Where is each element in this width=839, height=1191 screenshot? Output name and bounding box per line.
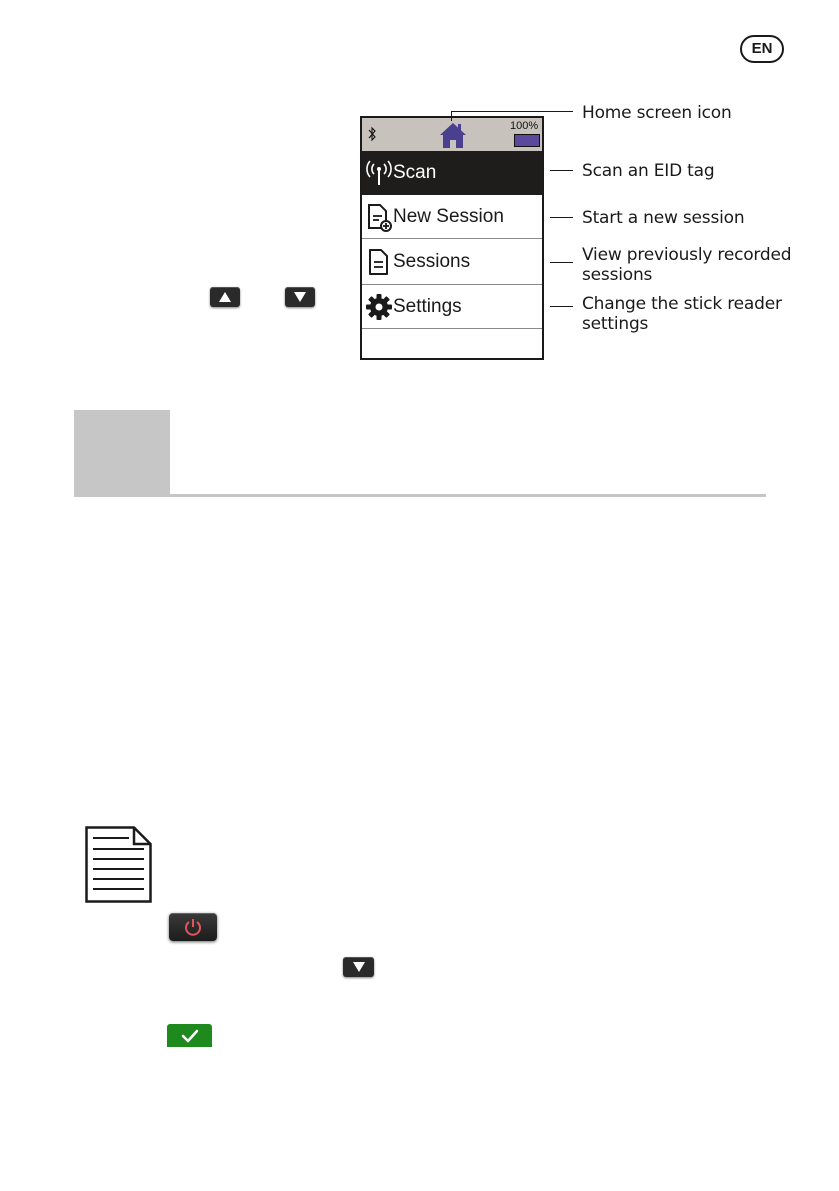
section-divider <box>74 494 766 497</box>
callout-line <box>550 217 573 218</box>
antenna-icon <box>364 158 394 188</box>
note-icon <box>85 826 152 903</box>
battery-percentage: 100% <box>510 120 539 132</box>
menu-item-label: Settings <box>393 295 462 317</box>
menu-item-label: Scan <box>393 161 437 183</box>
menu-item-label: Sessions <box>393 250 471 272</box>
menu-item-new-session[interactable] <box>362 195 542 239</box>
check-key-icon <box>167 1024 212 1047</box>
status-bar <box>362 118 542 151</box>
callout-line <box>550 262 573 263</box>
callout-line <box>451 111 573 112</box>
callout-settings: Change the stick reader settings <box>582 294 782 334</box>
menu-item-scan[interactable] <box>362 151 542 195</box>
down-arrow-key-icon <box>343 957 374 977</box>
callout-new-session: Start a new session <box>582 208 745 228</box>
callout-sessions: View previously recorded sessions <box>582 245 792 285</box>
callout-line <box>451 111 452 121</box>
down-arrow-key-icon <box>285 287 315 307</box>
menu-item-label: New Session <box>393 205 504 227</box>
home-icon <box>439 121 467 149</box>
gear-icon <box>364 292 394 322</box>
document-icon <box>364 247 394 277</box>
up-arrow-key-icon <box>210 287 240 307</box>
bluetooth-icon <box>368 126 376 142</box>
menu-item-sessions[interactable] <box>362 239 542 285</box>
menu-item-settings[interactable] <box>362 285 542 329</box>
new-document-icon <box>364 202 394 232</box>
device-home-screen <box>360 116 544 360</box>
language-badge: EN <box>740 35 784 63</box>
callout-line <box>550 306 573 307</box>
callout-scan: Scan an EID tag <box>582 161 715 181</box>
power-key-icon <box>169 913 217 941</box>
callout-line <box>550 170 573 171</box>
battery-icon <box>514 134 540 147</box>
callout-home-screen-icon: Home screen icon <box>582 103 732 123</box>
section-number-box <box>74 410 170 497</box>
